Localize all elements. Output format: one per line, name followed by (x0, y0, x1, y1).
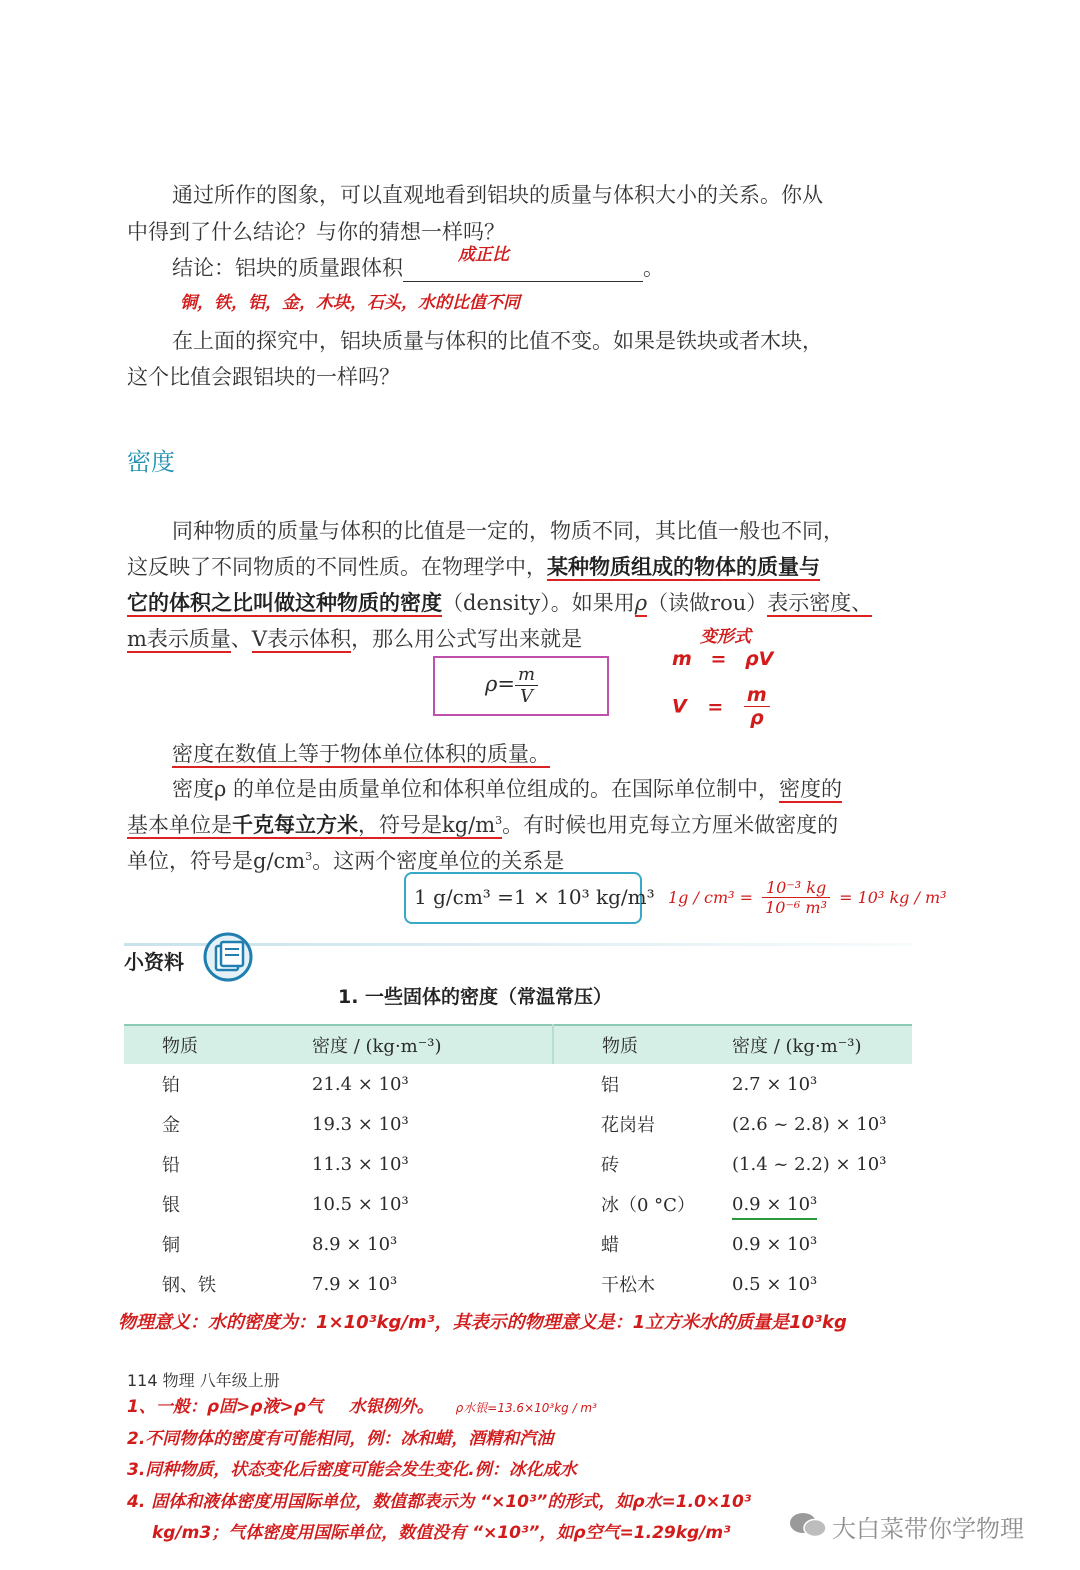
conclusion-blank (403, 261, 643, 282)
cell: 铝 (601, 1075, 619, 1096)
unit-name: 千克每立方米 (232, 813, 358, 837)
table-row (124, 1104, 912, 1144)
info-label: 小资料 (124, 950, 184, 974)
variant2-den: ρ (749, 707, 764, 729)
cell: 蜡 (601, 1235, 619, 1256)
page-footer: 114 物理 八年级上册 (127, 1371, 280, 1390)
table-row (124, 1144, 912, 1184)
note-3: 3.同种物质，状态变化后密度可能会发生变化.例：冰化成水 (127, 1460, 577, 1480)
variant1-eq: = (710, 648, 727, 670)
note-1c: ρ水银=13.6×10³kg / m³ (455, 1401, 597, 1415)
density-formula-box (433, 656, 609, 716)
rho-reading: （读做rou） (647, 591, 768, 615)
m-meaning: m表示质量 (127, 627, 231, 651)
density-p3-line2 (127, 809, 838, 839)
p3-l3-sup: 3 (305, 850, 313, 863)
density-table (124, 1024, 912, 1304)
table-row (124, 1264, 912, 1304)
unit-relation-box (404, 872, 655, 924)
variant2-eq: = (707, 695, 724, 718)
conv-den: 10⁻⁶ m³ (765, 898, 828, 917)
table-row (124, 1224, 912, 1264)
unit-symbol: ，符号是kg/m (358, 813, 496, 837)
cell: 铜 (162, 1235, 180, 1256)
variant-1 (672, 648, 773, 670)
cell: 铂 (162, 1075, 180, 1096)
density-p3-line1 (172, 773, 842, 803)
conclusion-line (172, 252, 664, 282)
density-p2 (172, 738, 550, 768)
variant-2 (672, 684, 770, 729)
intro-line-2: 中得到了什么结论？与你的猜想一样吗？ (127, 220, 505, 244)
note-physical-meaning: 物理意义：水的密度为：1×10³kg/m³，其表示的物理意义是：1立方米水的质量是10³kg (118, 1312, 847, 1333)
cell: 金 (162, 1115, 180, 1136)
info-book-icon (202, 932, 254, 982)
conclusion-answer: 成正比 (458, 245, 509, 265)
p3-l2-rest: 。有时候也用克每立方厘米做密度的 (502, 813, 839, 837)
intro-line-1: 通过所作的图象，可以直观地看到铝块的质量与体积大小的关系。你从 (172, 183, 823, 207)
ice-density-underlined: 0.9 × 10³ (732, 1194, 817, 1220)
cell: (2.6 ~ 2.8) × 10³ (732, 1113, 887, 1135)
density-p1-line4 (127, 623, 582, 653)
density-p1-line2 (127, 551, 820, 581)
v-meaning: V表示体积 (251, 627, 352, 651)
note-4: 4. 固体和液体密度用国际单位，数值都表示为 “×10³”的形式，如ρ水=1.0×10³ (127, 1492, 752, 1512)
cell: 2.7 × 10³ (732, 1073, 818, 1095)
header-substance-2: 物质 (553, 1025, 732, 1064)
formula-numerator: m (515, 664, 538, 686)
cell: 银 (162, 1195, 180, 1216)
cell: 花岗岩 (601, 1115, 655, 1136)
conv-num: 10⁻³ kg (762, 878, 830, 898)
cell: 0.5 × 10³ (732, 1273, 818, 1295)
cell: 砖 (601, 1155, 619, 1176)
cell (732, 1184, 912, 1224)
cell: 8.9 × 10³ (312, 1233, 398, 1255)
p1-l2-text: 这反映了不同物质的不同性质。在物理学中， (127, 555, 547, 579)
variant1-lhs: m (672, 648, 692, 670)
density-numeric-meaning: 密度在数值上等于物体单位体积的质量。 (172, 742, 550, 766)
cell: 钢、铁 (162, 1275, 216, 1296)
intro-line-4: 这个比值会跟铝块的一样吗？ (127, 365, 400, 389)
variant2-num: m (744, 684, 770, 707)
note-5: kg/m3；气体密度用国际单位，数值没有 “×10³”，如ρ空气=1.29kg/m³ (152, 1523, 731, 1543)
cell: 干松木 (601, 1275, 655, 1296)
intro-line-3: 在上面的探究中，铝块质量与体积的比值不变。如果是铁块或者木块， (172, 329, 823, 353)
unit-sup: 3 (495, 814, 503, 827)
p3-l3-text: 单位，符号是g/cm (127, 849, 306, 873)
watermark-text: 大白菜带你学物理 (832, 1515, 1024, 1543)
table-header-row (124, 1025, 912, 1064)
variant1-rhs: ρV (744, 648, 774, 670)
variant2-lhs: V (672, 695, 687, 718)
cell: 10.5 × 10³ (312, 1193, 409, 1215)
conv-rhs: = 10³ kg / m³ (839, 888, 947, 907)
conv-lhs: 1g / cm³ = (668, 888, 754, 907)
note-1 (127, 1392, 597, 1417)
density-formula (485, 664, 538, 707)
note-1b: 水银例外。 (348, 1397, 434, 1417)
note-2: 2.不同物体的密度有可能相同，例：冰和蜡，酒精和汽油 (127, 1429, 554, 1449)
note-ratio: 铜，铁，铝，金，木块，石头，水的比值不同 (180, 293, 520, 313)
formula-lhs: ρ= (485, 672, 515, 696)
cell: 21.4 × 10³ (312, 1073, 409, 1095)
density-definition-end: 它的体积之比叫做这种物质的密度 (127, 591, 442, 615)
unit-conversion (668, 878, 947, 917)
density-p3-line3 (127, 845, 564, 875)
density-p1-line1: 同种物质的质量与体积的比值是一定的，物质不同，其比值一般也不同， (172, 519, 844, 543)
cell: 7.9 × 10³ (312, 1273, 398, 1295)
density-english: （density）。如果用 (442, 591, 635, 615)
p3-l1-underlined: 密度的 (779, 777, 843, 801)
header-density-2: 密度 / (kg·m⁻³) (732, 1036, 862, 1057)
wechat-icon (788, 1511, 828, 1539)
sep: 、 (230, 627, 252, 651)
p3-basic-unit: 基本单位是 (127, 813, 232, 837)
header-density-1: 密度 / (kg·m⁻³) (312, 1036, 442, 1057)
cell: 11.3 × 10³ (312, 1153, 409, 1175)
p3-l1-text: 密度ρ 的单位是由质量单位和体积单位组成的。在国际单位制中， (172, 777, 780, 801)
table-row (124, 1184, 912, 1224)
conclusion-suffix: 。 (643, 256, 664, 280)
cell: 铅 (162, 1155, 180, 1176)
table-title: 1. 一些固体的密度（常温常压） (338, 986, 613, 1008)
formula-intro: ，那么用公式写出来就是 (351, 627, 583, 651)
watermark (788, 1505, 1042, 1545)
unit-relation: 1 g/cm³ =1 × 10³ kg/m³ (414, 885, 655, 909)
cell: (1.4 ~ 2.2) × 10³ (732, 1153, 887, 1175)
note-1a: 1、一般：ρ固>ρ液>ρ气 (127, 1397, 323, 1417)
conclusion-prefix: 结论：铝块的质量跟体积 (172, 256, 403, 280)
cell: 19.3 × 10³ (312, 1113, 409, 1135)
density-definition-start: 某种物质组成的物体的质量与 (547, 555, 820, 579)
header-substance-1: 物质 (162, 1036, 198, 1057)
formula-denominator: V (519, 686, 533, 707)
rho-meaning: 表示密度、 (767, 591, 873, 615)
p3-l3-rest: 。这两个密度单位的关系是 (312, 849, 565, 873)
cell: 0.9 × 10³ (732, 1233, 818, 1255)
density-p1-line3 (127, 587, 872, 617)
rho-symbol: ρ (634, 591, 648, 615)
table-row (124, 1064, 912, 1104)
variant-title: 变形式 (700, 627, 751, 647)
cell: 冰（0 °C） (601, 1195, 695, 1216)
section-title: 密度 (127, 448, 175, 476)
